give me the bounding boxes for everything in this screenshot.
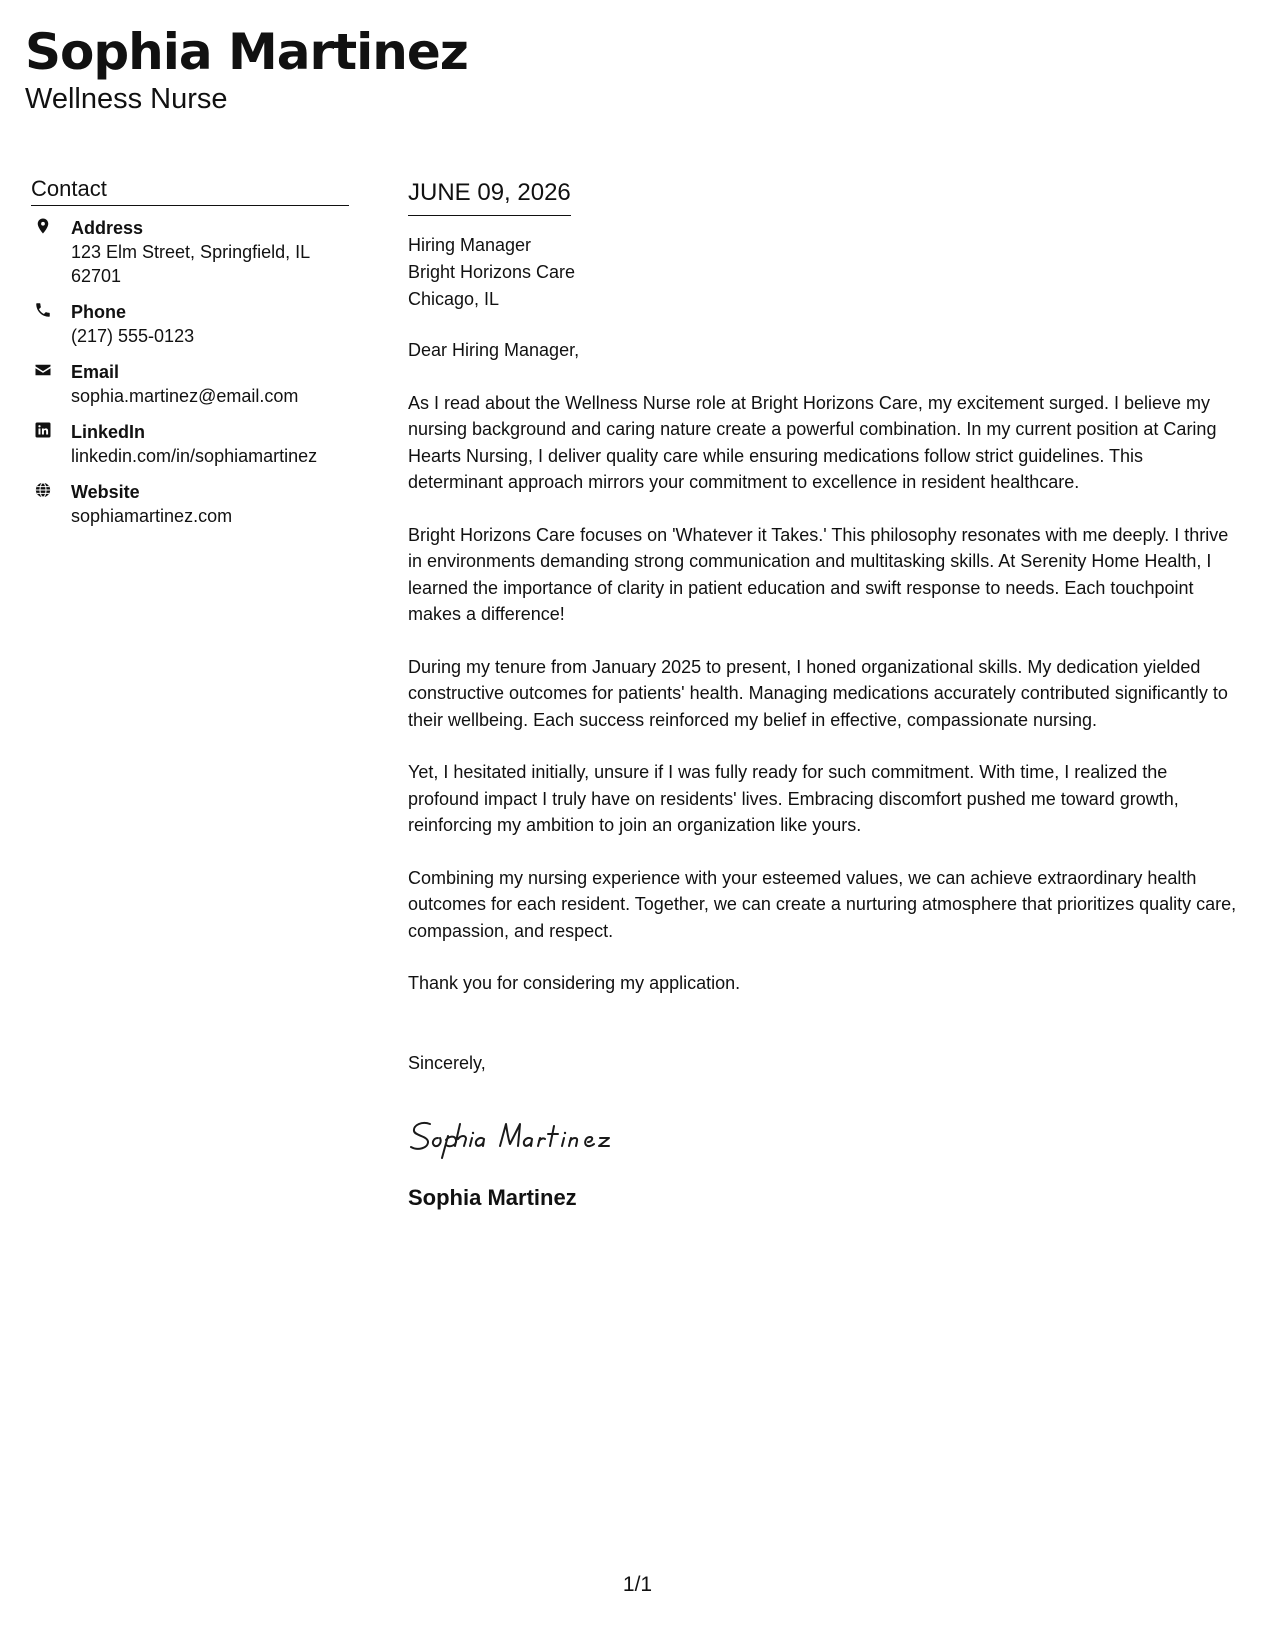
signer-name: Sophia Martinez — [408, 1185, 577, 1210]
phone-value: (217) 555-0123 — [71, 326, 195, 346]
contact-item-address — [31, 216, 349, 288]
contact-sidebar — [31, 176, 349, 540]
contact-item-website — [31, 480, 349, 528]
page-number: 1/1 — [622, 1573, 653, 1596]
applicant-title: Wellness Nurse — [25, 83, 228, 115]
letter-paragraph: Thank you for considering my application. — [408, 973, 741, 993]
contact-heading: Contact — [31, 176, 349, 206]
contact-label: Address — [71, 218, 144, 238]
letter-paragraph: As I read about the Wellness Nurse role at Bright Horizons Care, my excitement surged. I believe my nursing background and caring nature create a powerful combination. In my current position at Caring Hearts Nursing, I deliver quality care while ensuring medications follow strict guidelines. This determinant approach mirrors your commitment to excellence in resident healthcare. — [408, 392, 1217, 492]
applicant-name: Sophia Martinez — [25, 23, 468, 81]
salutation: Dear Hiring Manager, — [408, 340, 580, 360]
recipient-company: Bright Horizons Care — [408, 262, 576, 282]
globe-icon — [34, 481, 52, 499]
closing: Sincerely, — [408, 1052, 486, 1073]
letter-paragraph: During my tenure from January 2025 to present, I honed organizational skills. My dedication yielded constructive outcomes for patients' health. Managing medications accurately contributed significantly to their wellbeing. Each success reinforced my belief in effective, compassionate nursing. — [408, 656, 1228, 730]
letter-paragraph: Combining my nursing experience with your esteemed values, we can achieve extraordinary health outcomes for each resident. Together, we can create a nurturing atmosphere that prioritizes quality care, compassion, and respect. — [408, 867, 1237, 941]
contact-label: LinkedIn — [71, 422, 146, 442]
contact-label: Website — [71, 482, 140, 502]
resume-header — [25, 22, 468, 116]
contact-item-email — [31, 360, 349, 408]
letter-paragraph: Yet, I hesitated initially, unsure if I was fully ready for such commitment. With time, I realized the profound impact I truly have on residents' lives. Embracing discomfort pushed me toward growth, reinforcing my ambition to join an organization like yours. — [408, 762, 1179, 835]
contact-label: Email — [71, 362, 120, 382]
contact-label: Phone — [71, 302, 127, 322]
handwritten-signature — [408, 1112, 1240, 1160]
recipient-name: Hiring Manager — [408, 235, 532, 255]
recipient-block — [408, 232, 1240, 313]
cover-letter — [408, 178, 1240, 1212]
contact-item-phone — [31, 300, 349, 348]
phone-icon — [34, 301, 52, 319]
linkedin-icon — [34, 421, 52, 439]
location-pin-icon — [34, 217, 52, 235]
email-link[interactable]: sophia.martinez@email.com — [71, 386, 299, 406]
linkedin-link[interactable]: linkedin.com/in/sophiamartinez — [71, 446, 318, 466]
envelope-icon — [34, 361, 52, 379]
address-value: 123 Elm Street, Springfield, IL 62701 — [71, 242, 310, 286]
contact-item-linkedin — [31, 420, 349, 468]
recipient-location: Chicago, IL — [408, 289, 500, 309]
letter-paragraph: Bright Horizons Care focuses on 'Whatever it Takes.' This philosophy resonates with me deeply. I thrive in environments demanding strong communication and multitasking skills. At Serenity Home Health, I learned the importance of clarity in patient education and swift response to needs. Each touchpoint makes a difference! — [408, 524, 1229, 624]
letter-date: JUNE 09, 2026 — [408, 178, 571, 216]
website-link[interactable]: sophiamartinez.com — [71, 506, 233, 526]
